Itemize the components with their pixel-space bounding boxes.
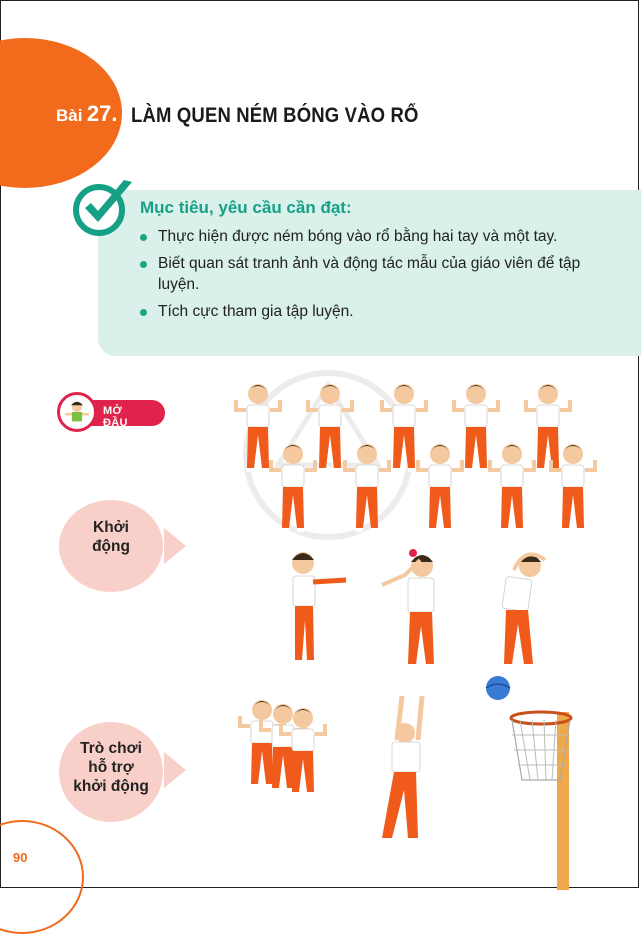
- student-arms-raised: [382, 696, 422, 838]
- student-group-game: [240, 700, 325, 796]
- warmup-pose-neck-stretch: [382, 549, 434, 664]
- warmup-pose-arm-stretch: [292, 552, 346, 660]
- lesson-title: LÀM QUEN NÉM BÓNG VÀO RỔ: [131, 104, 419, 127]
- section-line: khởi động: [73, 778, 149, 795]
- section-line: Trò chơi: [80, 740, 142, 757]
- page-number: 90: [13, 850, 28, 865]
- goal-item: Tích cực tham gia tập luyện.: [138, 301, 588, 322]
- goal-heading: Mục tiêu, yêu cầu cần đạt:: [140, 198, 352, 217]
- basketball-hoop-icon: [511, 712, 571, 890]
- basketball-icon: [486, 676, 510, 700]
- student-group-lineup: [236, 384, 595, 532]
- intro-label: MỞ ĐẦU: [103, 405, 128, 429]
- lesson-prefix: Bài: [56, 106, 83, 125]
- goal-item: Thực hiện được ném bóng vào rổ bằng hai tay và một tay.: [138, 226, 588, 247]
- goal-item: Biết quan sát tranh ảnh và động tác mẫu của giáo viên để tập luyện.: [138, 253, 588, 295]
- section-line: Khởi: [93, 519, 129, 536]
- section-line: hỗ trợ: [88, 759, 134, 776]
- lesson-number-value: 27.: [86, 101, 118, 126]
- warmup-pose-side-bend: [502, 554, 545, 664]
- section-line: động: [92, 538, 130, 555]
